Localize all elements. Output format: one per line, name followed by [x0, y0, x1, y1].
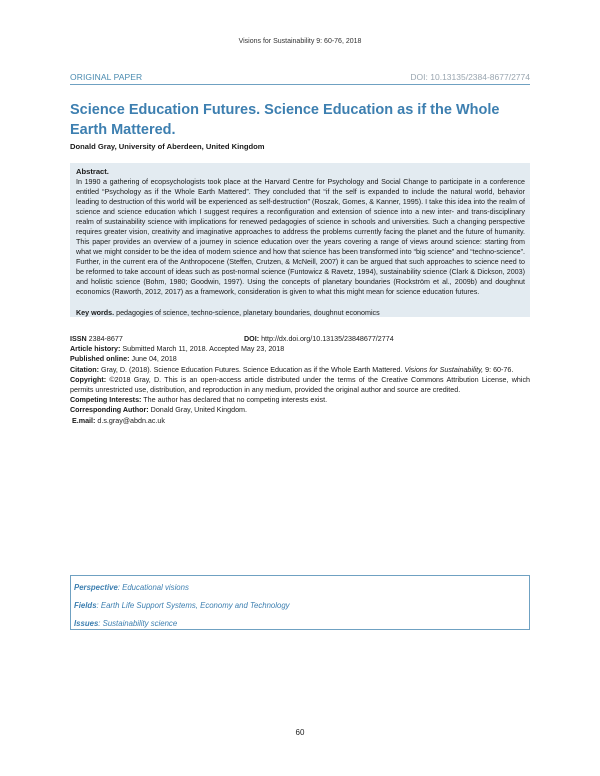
email-label: E.mail:	[71, 416, 96, 425]
competing-label: Competing Interests:	[70, 396, 142, 405]
published-label: Published online:	[70, 355, 130, 364]
history-row	[70, 344, 530, 354]
header-rule	[70, 84, 530, 85]
keywords-label: Key words.	[76, 309, 115, 317]
abstract-body: In 1990 a gathering of ecopsychologists took place at the Harvard Centre for Psychology and Social Change to participate in a conference entitled “Psychology as if the Whole Earth Mattered”. They concluded that “if the self is expanded to include the natural world, behavior leading to destruction of this world will be experienced as self-destruction” (Roszak, Gomes, & Kanner, 1995). I take this idea into the realm of science and science education which I suggest requires a reconfiguration and extension of science into a new inter- and trans-disciplinary realm of sustainability science with implications for renewed pedagogies of science in schools and universities. Such a changing perspective requires greater vision, creativity and imaginative approaches to address the problems currently facing the planet and the future of humanity. This paper provides an overview of a journey in science education over the years covering a range of views around science: starting from what we might consider to be the idea of modern science and how that science has been transformed into “big science” and “techno-science”. Further, in the current era of the Anthropocene (Steffen, Crutzen, & McNeill, 2007) it can be argued that such approaches to science need to be reformed to take account of ideas such as post-normal science (Funtowicz & Ravetz, 1994), sustainability science (Clark & Dickson, 2003) and holistic science (Bohm, 1980; Goodwin, 1997). Using the concepts of planetary boundaries (Rockström et al., 2009b) and doughnut economics (Raworth, 2012, 2017) as a framework, consideration is given to what this might mean for science education futures.	[76, 178, 525, 296]
email-link[interactable]: d.s.gray@abdn.ac.uk	[97, 416, 165, 425]
corresponding-label: Corresponding Author:	[70, 406, 149, 415]
corresponding-row	[70, 405, 530, 415]
citation-pages: 9: 60-76.	[485, 365, 514, 374]
fields-label: Fields	[74, 601, 97, 610]
competing-text: The author has declared that no competing interests exist.	[143, 396, 328, 405]
corresponding-text: Donald Gray, United Kingdom.	[150, 406, 247, 415]
doi-inline	[244, 334, 394, 344]
issn-row	[70, 334, 530, 344]
issues-row: Issues: Sustainability science	[74, 619, 178, 628]
issn-label: ISSN	[70, 335, 87, 343]
perspective-label: Perspective	[74, 583, 118, 592]
copyright-text: ©2018 Gray, D. This is an open-access article distributed under the terms of the Creative Commons Attribution License, which permits unrestricted use, distribution, and reproduction in any medium, provided the original author and source are credited.	[70, 375, 531, 395]
header-doi[interactable]: DOI: 10.13135/2384-8677/2774	[410, 72, 530, 82]
copyright-label: Copyright:	[70, 375, 107, 384]
published-value: June 04, 2018	[131, 355, 177, 364]
abstract-box	[70, 163, 530, 317]
citation-text: Gray, D. (2018). Science Education Futures. Science Education as if the Whole Earth Mattered.	[100, 365, 403, 374]
paper-title: Science Education Futures. Science Education as if the Whole Earth Mattered.	[70, 102, 500, 138]
perspective-value: Educational visions	[122, 583, 189, 592]
history-label: Article history:	[70, 345, 121, 354]
running-head: Visions for Sustainability 9: 60-76, 2018	[238, 38, 362, 45]
classification-box	[70, 575, 530, 630]
doi-label: DOI:	[244, 335, 260, 343]
fields-row: Fields: Earth Life Support Systems, Economy and Technology	[74, 601, 290, 610]
perspective-row: Perspective: Educational visions	[74, 583, 189, 592]
history-value: Submitted March 11, 2018. Accepted May 23, 2018	[122, 345, 285, 354]
keywords	[76, 308, 525, 318]
article-info	[70, 334, 530, 426]
issues-value: Sustainability science	[102, 619, 178, 628]
citation-journal: Visions for Sustainability,	[404, 365, 484, 374]
abstract-heading: Abstract.	[76, 167, 109, 176]
citation-label: Citation:	[70, 365, 99, 374]
doi-link[interactable]: http://dx.doi.org/10.13135/23848677/2774	[261, 335, 394, 343]
published-row	[70, 354, 530, 364]
author-line: Donald Gray, University of Aberdeen, United Kingdom	[70, 142, 265, 151]
email-row	[70, 416, 530, 426]
copyright-row	[70, 375, 530, 395]
issn-value: 2384-8677	[88, 335, 123, 343]
page-number: 60	[295, 728, 305, 737]
competing-row	[70, 395, 530, 405]
keywords-text: pedagogies of science, techno-science, planetary boundaries, doughnut economics	[116, 309, 380, 317]
section-label: ORIGINAL PAPER	[70, 72, 143, 82]
issues-label: Issues	[74, 619, 99, 628]
fields-value: Earth Life Support Systems, Economy and Technology	[100, 601, 290, 610]
citation-row	[70, 365, 530, 375]
